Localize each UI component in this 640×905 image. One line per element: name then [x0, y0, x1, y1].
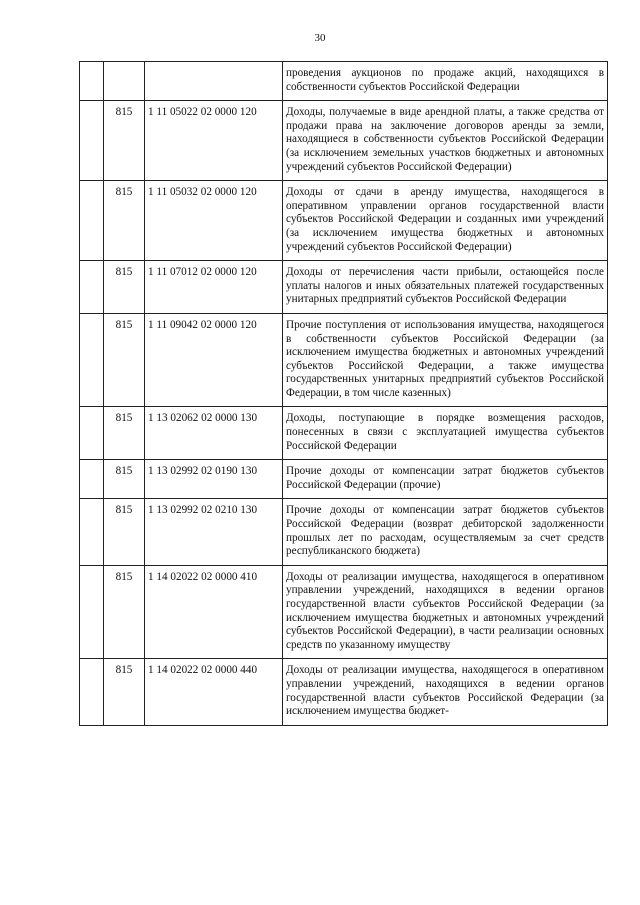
- table-row: [80, 407, 608, 460]
- admin-code-cell: 815: [104, 407, 145, 460]
- empty-cell: [80, 313, 104, 407]
- admin-code-cell: 815: [104, 659, 145, 725]
- table-row: [80, 659, 608, 725]
- table-row: [80, 460, 608, 499]
- budget-code-cell: 1 13 02992 02 0190 130: [145, 460, 283, 499]
- table-row: [80, 181, 608, 261]
- admin-code-cell: 815: [104, 101, 145, 181]
- admin-code-cell: 815: [104, 313, 145, 407]
- admin-code-cell: 815: [104, 499, 145, 565]
- empty-cell: [80, 659, 104, 725]
- empty-cell: [80, 499, 104, 565]
- empty-cell: [80, 181, 104, 261]
- budget-code-cell: 1 13 02062 02 0000 130: [145, 407, 283, 460]
- description-cell: Прочие доходы от компенсации затрат бюджетов субъектов Российской Федерации (возврат дебиторской задолженности прошлых лет по расходам, осуществляемым за счет средств республиканского бюджета): [283, 499, 608, 565]
- page-number: 30: [314, 32, 326, 44]
- admin-code-cell: 815: [104, 565, 145, 659]
- admin-code-cell: 815: [104, 181, 145, 261]
- table-row: [80, 565, 608, 659]
- description-cell: Доходы от перечисления части прибыли, остающейся после уплаты налогов и иных обязательных платежей государственных унитарных предприятий субъектов Российской Федерации: [283, 261, 608, 314]
- table-row: [80, 499, 608, 565]
- admin-code-cell: [104, 62, 145, 101]
- admin-code-cell: 815: [104, 261, 145, 314]
- empty-cell: [80, 62, 104, 101]
- table-row: [80, 62, 608, 101]
- budget-code-cell: 1 11 05032 02 0000 120: [145, 181, 283, 261]
- description-cell: Доходы, поступающие в порядке возмещения расходов, понесенных в связи с эксплуатацией имущества субъектов Российской Федерации: [283, 407, 608, 460]
- budget-code-cell: 1 14 02022 02 0000 440: [145, 659, 283, 725]
- table-row: [80, 101, 608, 181]
- description-cell: Доходы от сдачи в аренду имущества, находящегося в оперативном управлении органов государственной власти субъектов Российской Федерации и созданных ими учреждений (за исключением имущества бюджетных и автономных учреждений субъектов Российской Федерации): [283, 181, 608, 261]
- empty-cell: [80, 565, 104, 659]
- table-row: [80, 261, 608, 314]
- empty-cell: [80, 101, 104, 181]
- empty-cell: [80, 261, 104, 314]
- budget-code-cell: 1 11 09042 02 0000 120: [145, 313, 283, 407]
- empty-cell: [80, 460, 104, 499]
- budget-code-cell: 1 11 05022 02 0000 120: [145, 101, 283, 181]
- budget-code-cell: [145, 62, 283, 101]
- revenue-codes-table: [79, 61, 608, 726]
- budget-code-cell: 1 14 02022 02 0000 410: [145, 565, 283, 659]
- description-cell: Доходы от реализации имущества, находящегося в оперативном управлении учреждений, находящихся в ведении органов государственной власти субъектов Российской Федерации (за исключением имущества бюджетных и автономных учреждений субъектов Российской Федерации), в части реализации основных средств по указанному имуществу: [283, 565, 608, 659]
- description-cell: Прочие поступления от использования имущества, находящегося в собственности субъектов Российской Федерации (за исключением имущества бюджетных и автономных учреждений субъектов Российской Федерации, а также имущества государственных унитарных предприятий субъектов Российской Федерации, в том числе казенных): [283, 313, 608, 407]
- table-row: [80, 313, 608, 407]
- admin-code-cell: 815: [104, 460, 145, 499]
- budget-code-cell: 1 11 07012 02 0000 120: [145, 261, 283, 314]
- description-cell: Прочие доходы от компенсации затрат бюджетов субъектов Российской Федерации (прочие): [283, 460, 608, 499]
- empty-cell: [80, 407, 104, 460]
- budget-code-cell: 1 13 02992 02 0210 130: [145, 499, 283, 565]
- description-cell: проведения аукционов по продаже акций, находящихся в собственности субъектов Российской Федерации: [283, 62, 608, 101]
- description-cell: Доходы, получаемые в виде арендной платы, а также средства от продажи права на заключение договоров аренды за земли, находящиеся в собственности субъектов Российской Федерации (за исключением земельных участков бюджетных и автономных учреждений субъектов Российской Федерации): [283, 101, 608, 181]
- description-cell: Доходы от реализации имущества, находящегося в оперативном управлении учреждений, находящихся в ведении органов государственной власти субъектов Российской Федерации (за исключением имущества бюджет-: [283, 659, 608, 725]
